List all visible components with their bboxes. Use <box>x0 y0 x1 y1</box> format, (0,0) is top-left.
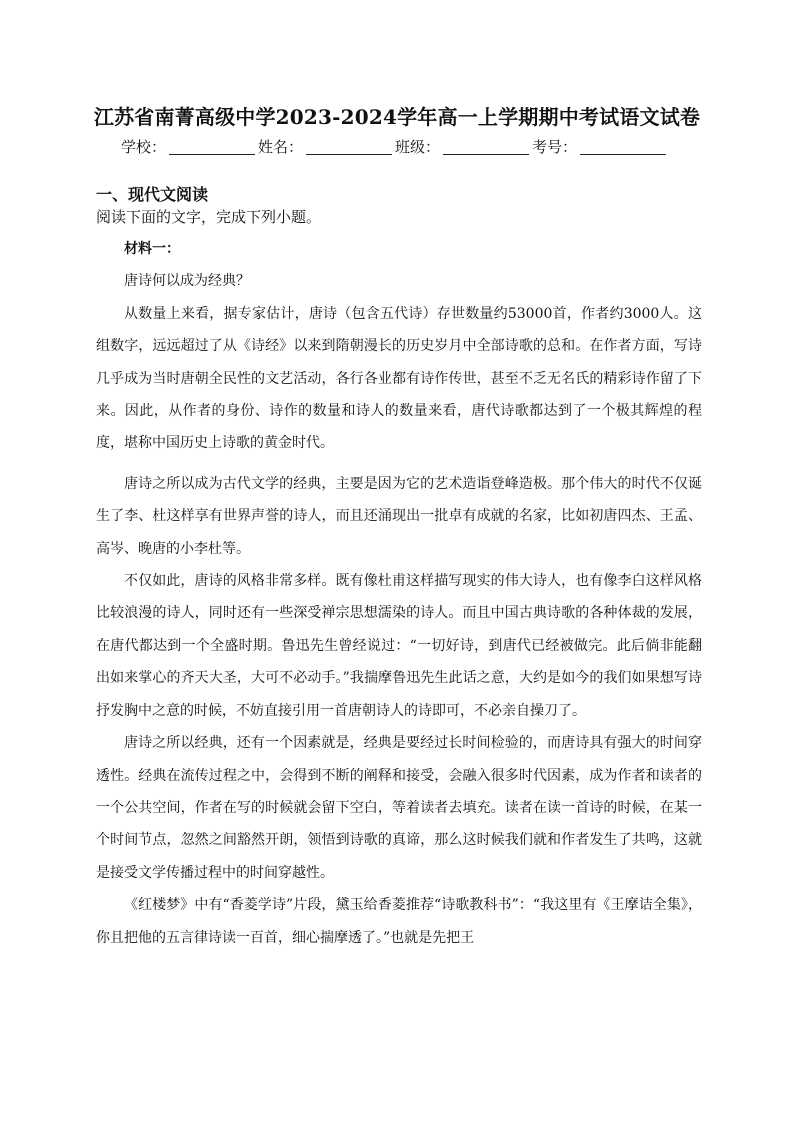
paragraph-3: 不仅如此，唐诗的风格非常多样。既有像杜甫这样描写现实的伟大诗人，也有像李白这样风格比较浪漫的诗人，同时还有一些深受禅宗思想濡染的诗人。而且中国古典诗歌的各种体裁的发展，在唐代都达到一个全盛时期。鲁迅先生曾经说过：“一切好诗，到唐代已经被做完。此后倘非能翻出如来掌心的齐天大圣，大可不必动手。”我揣摩鲁迅先生此话之意，大约是如今的我们如果想写诗抒发胸中之意的时候，不妨直接引用一首唐朝诗人的诗即可，不必亲自操刀了。 <box>96 573 702 719</box>
student-info-line <box>121 136 681 157</box>
section-title: 一、现代文阅读 <box>96 185 209 204</box>
school-blank[interactable] <box>169 153 255 155</box>
number-label: 考号： <box>532 138 578 156</box>
exam-title: 江苏省南菁高级中学2023-2024学年高一上学期期中考试语文试卷 <box>93 105 701 129</box>
paragraph-4: 唐诗之所以经典，还有一个因素就是，经典是要经过长时间检验的，而唐诗具有强大的时间穿透性。经典在流传过程之中，会得到不断的阐释和接受，会融入很多时代因素，成为作者和读者的一个公共空间，作者在写的时候就会留下空白，等着读者去填充。读者在读一首诗的时候，在某一个时间节点，忽然之间豁然开朗，领悟到诗歌的真谛，那么这时候我们就和作者发生了共鸣，这就是接受文学传播过程中的时间穿越性。 <box>96 735 702 881</box>
reading-passage <box>96 233 702 954</box>
instruction: 阅读下面的文字，完成下列小题。 <box>96 208 322 226</box>
name-blank[interactable] <box>306 153 392 155</box>
paragraph-1: 从数量上来看，据专家估计，唐诗（包含五代诗）存世数量约53000首，作者约3000人。这组数字，远远超过了从《诗经》以来到隋朝漫长的历史岁月中全部诗歌的总和。在作者方面，写诗几乎成为当时唐朝全民性的文艺活动，各行各业都有诗作传世，甚至不乏无名氏的精彩诗作留了下来。因此，从作者的身份、诗作的数量和诗人的数量来看，唐代诗歌都达到了一个极其辉煌的程度，堪称中国历史上诗歌的黄金时代。 <box>96 305 702 452</box>
school-label: 学校： <box>121 138 167 156</box>
class-blank[interactable] <box>443 153 529 155</box>
material-label: 材料一： <box>124 241 180 257</box>
paragraph-2: 唐诗之所以成为古代文学的经典，主要是因为它的艺术造诣登峰造极。那个伟大的时代不仅诞生了李、杜这样享有世界声誉的诗人，而且还涌现出一批卓有成就的名家，比如初唐四杰、王孟、高岑、晚唐的小李杜等。 <box>96 475 702 557</box>
class-label: 班级： <box>395 138 441 156</box>
name-label: 姓名： <box>258 138 304 156</box>
number-blank[interactable] <box>580 153 666 155</box>
paragraph-5: 《红楼梦》中有“香菱学诗”片段，黛玉给香菱推荐“诗歌教科书”：“我这里有《王摩诘全集》，你且把他的五言律诗读一百首，细心揣摩透了。”也就是先把王 <box>96 897 702 946</box>
passage-question: 唐诗何以成为经典？ <box>124 273 250 290</box>
